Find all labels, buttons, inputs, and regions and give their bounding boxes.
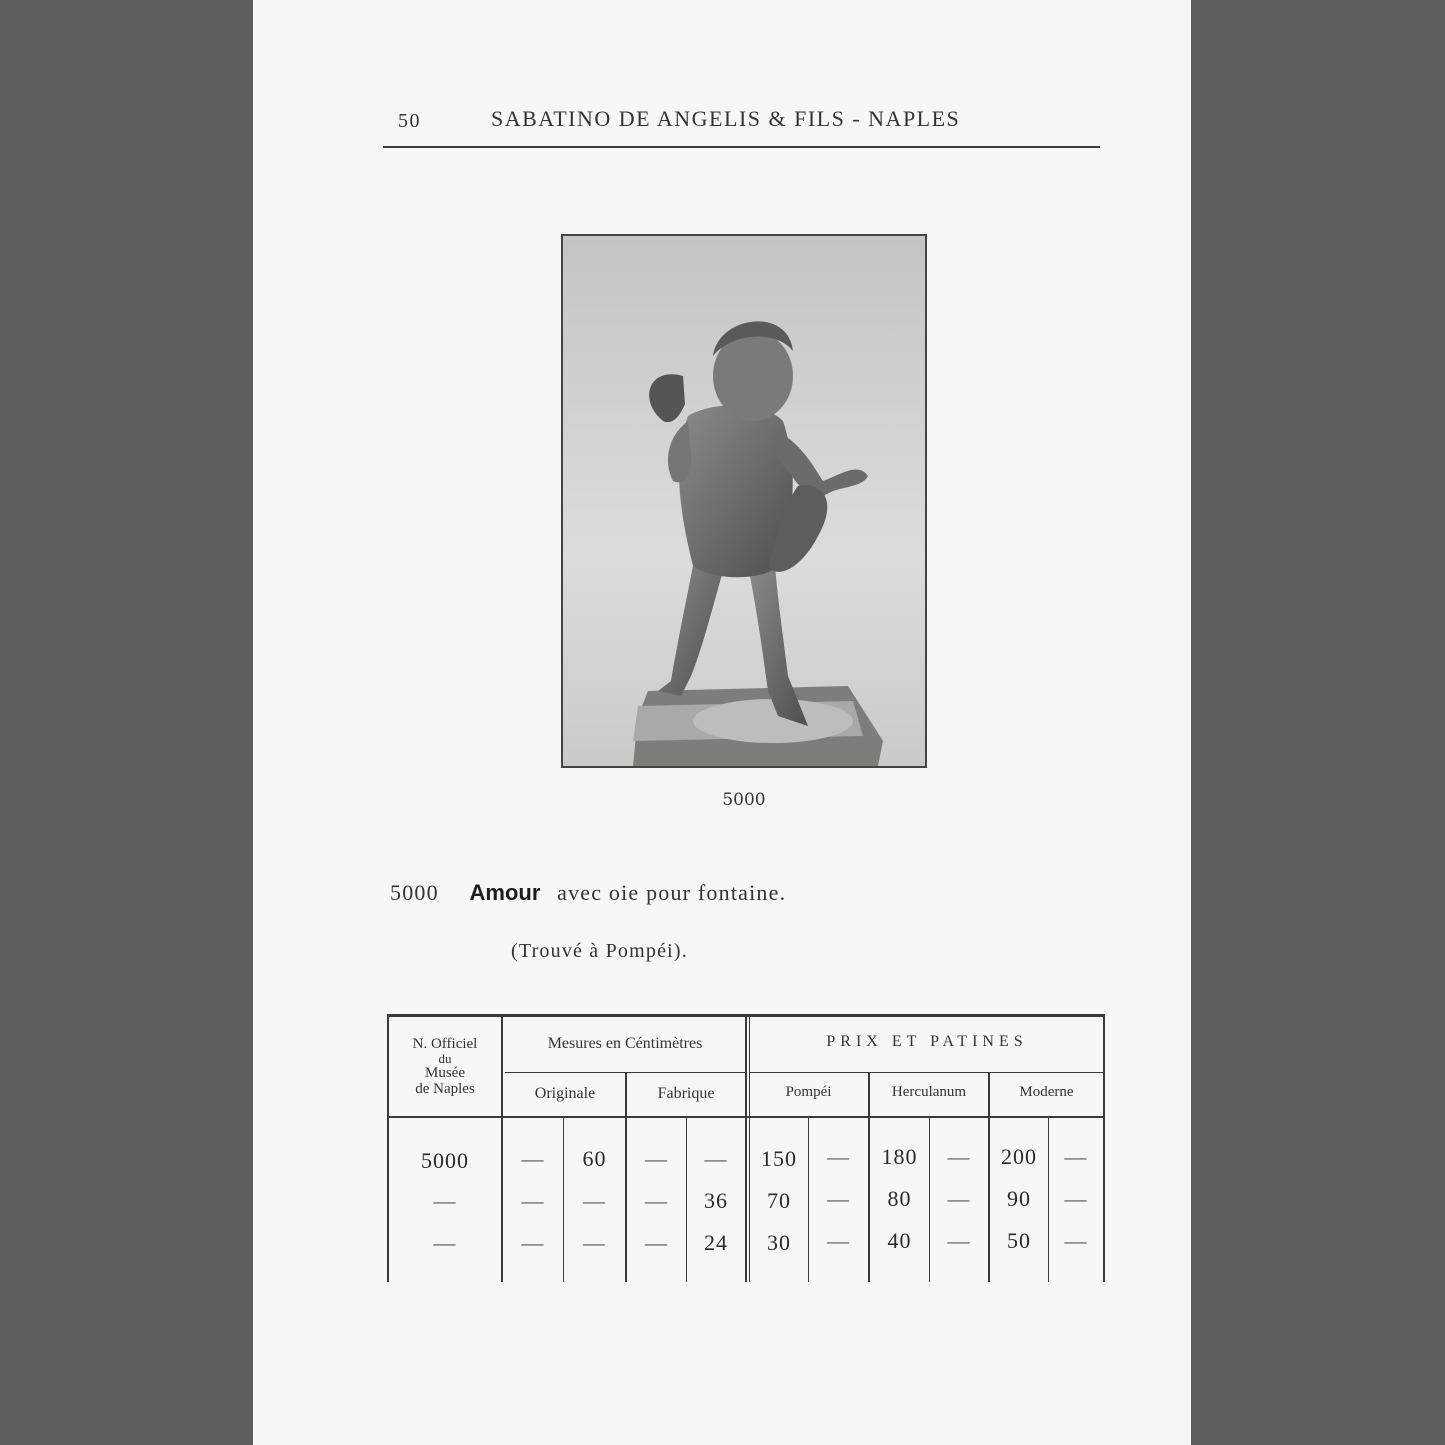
price-table: [387, 1014, 1105, 1282]
table-cell: —: [433, 1230, 457, 1255]
table-cell: 200: [1001, 1144, 1037, 1169]
sub-header-originale: Originale: [534, 1085, 596, 1102]
entry-provenance: (Trouvé à Pompéi).: [511, 940, 688, 962]
table-cell: —: [521, 1146, 545, 1171]
col-official-header: [391, 1036, 499, 1097]
table-cell: —: [583, 1188, 606, 1213]
table-cell: —: [1064, 1144, 1088, 1169]
figure-caption: 5000: [722, 790, 766, 810]
catalog-page: [253, 0, 1191, 1445]
entry-description: avec oie pour fontaine.: [557, 880, 787, 905]
table-cell: 90: [1007, 1186, 1031, 1211]
col-official-line: Musée: [425, 1065, 465, 1081]
table-cell: 50: [1007, 1228, 1031, 1253]
scan-margin-right: [1191, 0, 1445, 1445]
page-number: 50: [398, 110, 421, 132]
table-cell: 80: [887, 1186, 912, 1211]
header-rule: [383, 146, 1100, 148]
prices-group-rule: [749, 1072, 1105, 1073]
table-cell: —: [645, 1188, 668, 1213]
table-cell: 40: [887, 1228, 912, 1253]
table-cell: —: [827, 1186, 850, 1211]
table-cell: 30: [767, 1230, 791, 1255]
table-cell: —: [1064, 1186, 1088, 1211]
table-cell: —: [827, 1144, 850, 1169]
cupid-statue-image: [563, 236, 925, 766]
table-cell: —: [521, 1188, 545, 1213]
col-official-line: du: [438, 1051, 452, 1066]
table-cell: 180: [881, 1144, 918, 1169]
measures-group-header: Mesures en Céntimètres: [547, 1035, 703, 1052]
table-cell: —: [645, 1230, 668, 1255]
table-cell: 5000: [421, 1148, 469, 1173]
table-cell: —: [947, 1186, 971, 1211]
running-head: [383, 104, 1100, 140]
table-cell: —: [583, 1230, 606, 1255]
table-cell: —: [704, 1146, 728, 1171]
prices-group-header: PRIX ET PATINES: [826, 1033, 1028, 1050]
catalog-entry: [390, 880, 786, 906]
table-cell: —: [433, 1188, 457, 1213]
table-cell: 24: [704, 1230, 728, 1255]
header-title: SABATINO DE ANGELIS & FILS - NAPLES: [491, 106, 961, 131]
scan-margin-left: [0, 0, 253, 1445]
table-cell: 70: [767, 1188, 791, 1213]
table-cell: —: [521, 1230, 545, 1255]
sub-header-fabrique: Fabrique: [657, 1085, 715, 1102]
sub-header-pompei: Pompéi: [785, 1084, 832, 1100]
table-cell: —: [947, 1144, 971, 1169]
sub-header-herculanum: Herculanum: [891, 1084, 967, 1100]
vrule: [745, 1014, 747, 1282]
col-official-line: de Naples: [415, 1081, 475, 1097]
entry-number: 5000: [390, 880, 439, 905]
col-official-line: N. Officiel: [412, 1036, 478, 1052]
entry-name: Amour: [469, 880, 541, 905]
table-cell: —: [1064, 1228, 1088, 1253]
statue-photograph: [561, 234, 927, 768]
table-cell: —: [827, 1228, 850, 1253]
table-cell: 60: [582, 1146, 607, 1171]
table-cell: 150: [761, 1146, 797, 1171]
vrule: [1103, 1014, 1105, 1282]
table-cell: —: [645, 1146, 668, 1171]
table-cell: —: [947, 1228, 971, 1253]
sub-header-moderne: Moderne: [1019, 1084, 1074, 1100]
table-cell: 36: [704, 1188, 728, 1213]
